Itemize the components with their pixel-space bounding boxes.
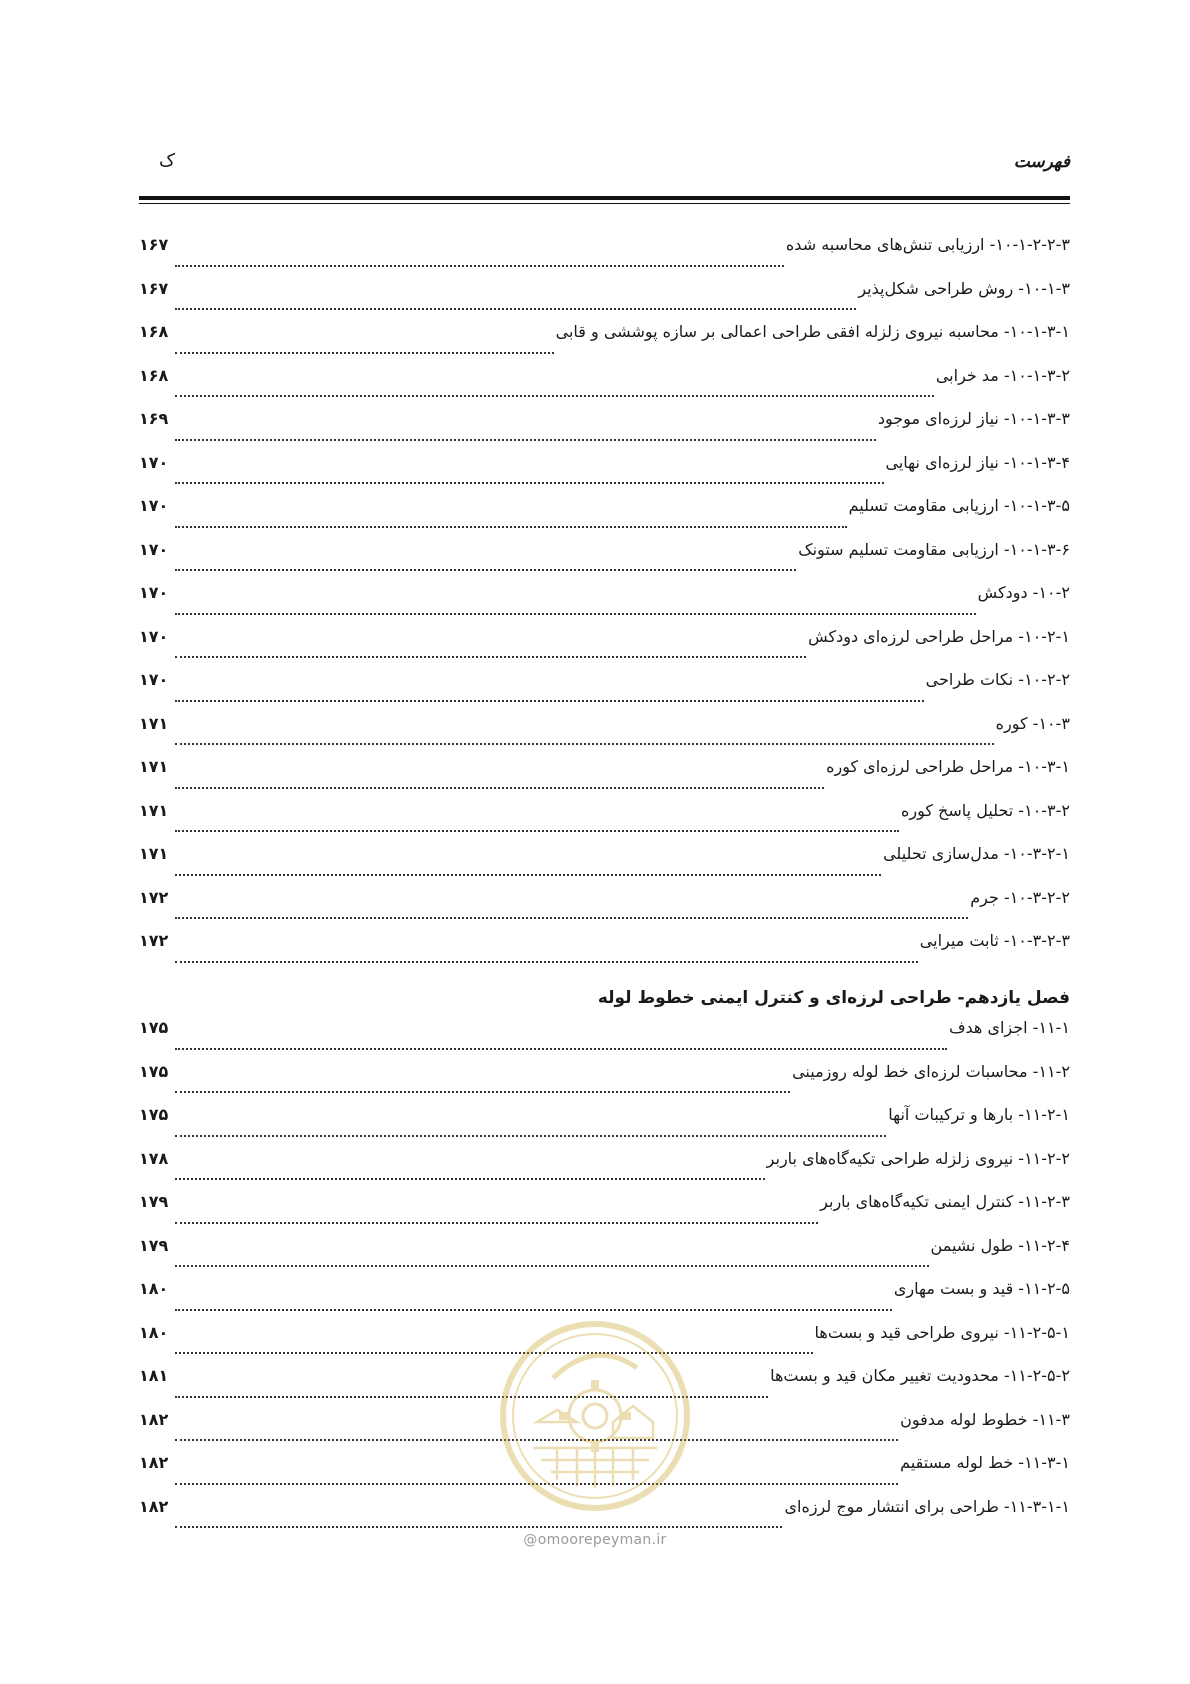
toc-entry-page: ۱۷۰ <box>139 496 169 515</box>
toc-entry-title: ۱۰-۳-۲- تحلیل پاسخ کوره <box>900 800 1070 820</box>
toc-entry-page: ۱۷۰ <box>139 626 169 646</box>
toc-entry-title: ۱۰-۱-۳-۱- محاسبه نیروی زلزله افقی طراحی اعمالی بر سازه پوششی و قابی <box>555 322 1070 341</box>
toc-entry <box>139 452 1070 499</box>
toc-leader-dots <box>175 480 884 484</box>
running-title: فهرست <box>1013 152 1070 172</box>
watermark-url-text: omoorepeyman.ir <box>537 1532 667 1548</box>
toc-leader-dots <box>175 959 918 963</box>
toc-entry <box>139 887 1070 934</box>
toc-entry <box>139 498 1070 542</box>
toc-entry <box>139 1020 1070 1064</box>
toc-entry <box>139 411 1070 455</box>
toc-entry-page: ۱۷۰ <box>139 452 169 472</box>
page-header <box>139 148 1070 178</box>
toc-entry-page: ۱۷۱ <box>139 800 169 820</box>
toc-leader-dots <box>175 741 994 745</box>
toc-entry <box>139 713 1070 760</box>
toc-entry-title: ۱۱-۲-۳- کنترل ایمنی تکیه‌گاه‌های باربر <box>820 1192 1070 1211</box>
toc-entry-title: ۱۱-۲-۵- قید و بست مهاری <box>893 1279 1070 1298</box>
toc-entry <box>139 278 1070 325</box>
toc-entry-page: ۱۷۲ <box>139 931 169 950</box>
watermark-url <box>0 1532 1190 1548</box>
toc-leader-dots <box>175 350 554 354</box>
toc-entry <box>139 1235 1070 1282</box>
toc-entry-title: ۱۱-۲-۴- طول نشیمن <box>930 1235 1070 1255</box>
toc-entry-page: ۱۸۱ <box>139 1366 169 1385</box>
toc-entry-page: ۱۷۱ <box>139 844 169 863</box>
toc-leader-dots <box>175 785 824 789</box>
toc-entry <box>139 626 1070 673</box>
toc-entry <box>139 365 1070 412</box>
toc-leader-dots <box>175 263 784 267</box>
toc-leader-dots <box>175 611 976 615</box>
toc-entry-title: ۱۰-۲-۱- مراحل طراحی لرزه‌ای دودکش <box>808 626 1070 646</box>
toc-leader-dots <box>175 654 806 658</box>
toc-entry <box>139 1061 1070 1108</box>
toc-leader-dots <box>175 1524 782 1528</box>
toc-entry-page: ۱۶۸ <box>139 322 169 341</box>
toc-entry <box>139 672 1070 716</box>
toc-entry-page: ۱۷۵ <box>139 1061 169 1081</box>
toc-leader-dots <box>175 306 856 310</box>
toc-leader-dots <box>175 872 881 876</box>
toc-entry-title: ۱۱-۲- محاسبات لرزه‌ای خط لوله روزمینی <box>792 1061 1070 1081</box>
at-icon: @ <box>523 1532 538 1548</box>
toc-entry-title: ۱۱-۲-۵-۲- محدودیت تغییر مکان قید و بست‌ها <box>770 1366 1070 1385</box>
toc-entry-title: ۱۱-۳-۱- خط لوله مستقیم <box>900 1453 1070 1472</box>
toc-entry-page: ۱۷۸ <box>139 1148 169 1168</box>
toc-entry <box>139 846 1070 890</box>
toc-entry-title: ۱۰-۳-۲-۱- مدل‌سازی تحلیلی <box>883 844 1070 863</box>
toc-entry-page: ۱۷۰ <box>139 539 169 559</box>
toc-entry-page: ۱۸۰ <box>139 1279 169 1298</box>
toc-entry-title: ۱۰-۳-۲-۳- ثابت میرایی <box>919 931 1070 950</box>
toc-entry-title: ۱۰-۱-۲-۲-۳- ارزیابی تنش‌های محاسبه شده <box>785 235 1070 254</box>
toc-entry-page: ۱۷۵ <box>139 1018 169 1037</box>
toc-entry-title: ۱۱-۲-۲- نیروی زلزله طراحی تکیه‌گاه‌های باربر <box>766 1148 1070 1168</box>
toc-entry-page: ۱۶۷ <box>139 278 169 298</box>
header-rule-thick <box>139 196 1070 200</box>
toc-entry <box>139 1148 1070 1195</box>
toc-entry <box>139 933 1070 977</box>
toc-entry-title: ۱۰-۱-۳-۴- نیاز لرزه‌ای نهایی <box>885 452 1070 472</box>
toc-leader-dots <box>175 524 847 528</box>
toc-entry-page: ۱۸۲ <box>139 1496 169 1516</box>
toc-entry-title: ۱۰-۱-۳-۵- ارزیابی مقاومت تسلیم <box>848 496 1070 515</box>
toc-leader-dots <box>175 393 934 397</box>
toc-entry-page: ۱۷۱ <box>139 713 169 733</box>
toc-entry <box>139 237 1070 281</box>
toc-leader-dots <box>175 437 876 441</box>
toc-entry-page: ۱۷۰ <box>139 583 169 602</box>
toc-leader-dots <box>175 1176 765 1180</box>
toc-entry <box>139 800 1070 847</box>
toc-entry <box>139 324 1070 368</box>
toc-entry-title: ۱۱-۳- خطوط لوله مدفون <box>900 1409 1070 1429</box>
toc-entry-page: ۱۷۹ <box>139 1192 169 1211</box>
toc-entry-title: ۱۰-۱-۳-۶- ارزیابی مقاومت تسلیم ستونک <box>798 539 1070 559</box>
toc-leader-dots <box>175 698 924 702</box>
toc-entry-page: ۱۷۵ <box>139 1105 169 1124</box>
toc-entry-title: ۱۰-۱-۳-۳- نیاز لرزه‌ای موجود <box>877 409 1070 428</box>
toc-leader-dots <box>175 915 968 919</box>
toc-entry <box>139 585 1070 629</box>
toc-entry-title: ۱۱-۳-۱-۱- طراحی برای انتشار موج لرزه‌ای <box>784 1496 1070 1516</box>
toc-entry <box>139 539 1070 586</box>
toc-leader-dots <box>175 1133 886 1137</box>
toc-leader-dots <box>175 1350 813 1354</box>
header-rule-thin <box>139 203 1070 204</box>
toc-entry <box>139 1194 1070 1238</box>
toc-entry-page: ۱۷۱ <box>139 757 169 776</box>
toc-entry-page: ۱۸۲ <box>139 1409 169 1429</box>
toc-leader-dots <box>175 1307 892 1311</box>
toc-entry-page: ۱۷۲ <box>139 887 169 907</box>
toc-entry-title: ۱۱-۲-۵-۱- نیروی طراحی قید و بست‌ها <box>814 1322 1070 1342</box>
toc-entry-title: ۱۰-۳-۲-۲- جرم <box>970 887 1070 907</box>
toc-entry-page: ۱۸۲ <box>139 1453 169 1472</box>
toc-entry-title: ۱۰-۲-۲- نکات طراحی <box>925 670 1070 689</box>
toc-leader-dots <box>175 828 899 832</box>
toc-entry-title: ۱۰-۱-۳-۲- مد خرابی <box>935 365 1070 385</box>
toc-entry-title: ۱۰-۳- کوره <box>995 713 1070 733</box>
toc-entry-page: ۱۸۰ <box>139 1322 169 1342</box>
toc-entry <box>139 759 1070 803</box>
toc-entry-page: ۱۶۸ <box>139 365 169 385</box>
toc-leader-dots <box>175 1046 947 1050</box>
toc-entry-title: ۱۱-۲-۱- بارها و ترکیبات آنها <box>888 1105 1070 1124</box>
toc-leader-dots <box>175 567 796 571</box>
toc-leader-dots <box>175 1089 790 1093</box>
toc-entry <box>139 1107 1070 1151</box>
toc-entry-title: ۱۰-۲- دودکش <box>977 583 1070 602</box>
toc-entry-title: ۱۰-۱-۳- روش طراحی شکل‌پذیر <box>858 278 1070 298</box>
toc-entry-title: ۱۱-۱- اجزای هدف <box>948 1018 1070 1037</box>
page-number: ک <box>159 150 176 171</box>
toc-entry-page: ۱۶۷ <box>139 235 169 254</box>
chapter-heading: فصل یازدهم- طراحی لرزه‌ای و کنترل ایمنی خطوط لوله <box>597 988 1070 1009</box>
toc-entry-title: ۱۰-۳-۱- مراحل طراحی لرزه‌ای کوره <box>826 757 1070 776</box>
toc-entry-page: ۱۷۹ <box>139 1235 169 1255</box>
toc-leader-dots <box>175 1263 929 1267</box>
toc-entry-page: ۱۶۹ <box>139 409 169 428</box>
toc-entry-page: ۱۷۰ <box>139 670 169 689</box>
toc-leader-dots <box>175 1220 818 1224</box>
watermark-logo <box>497 1318 693 1514</box>
